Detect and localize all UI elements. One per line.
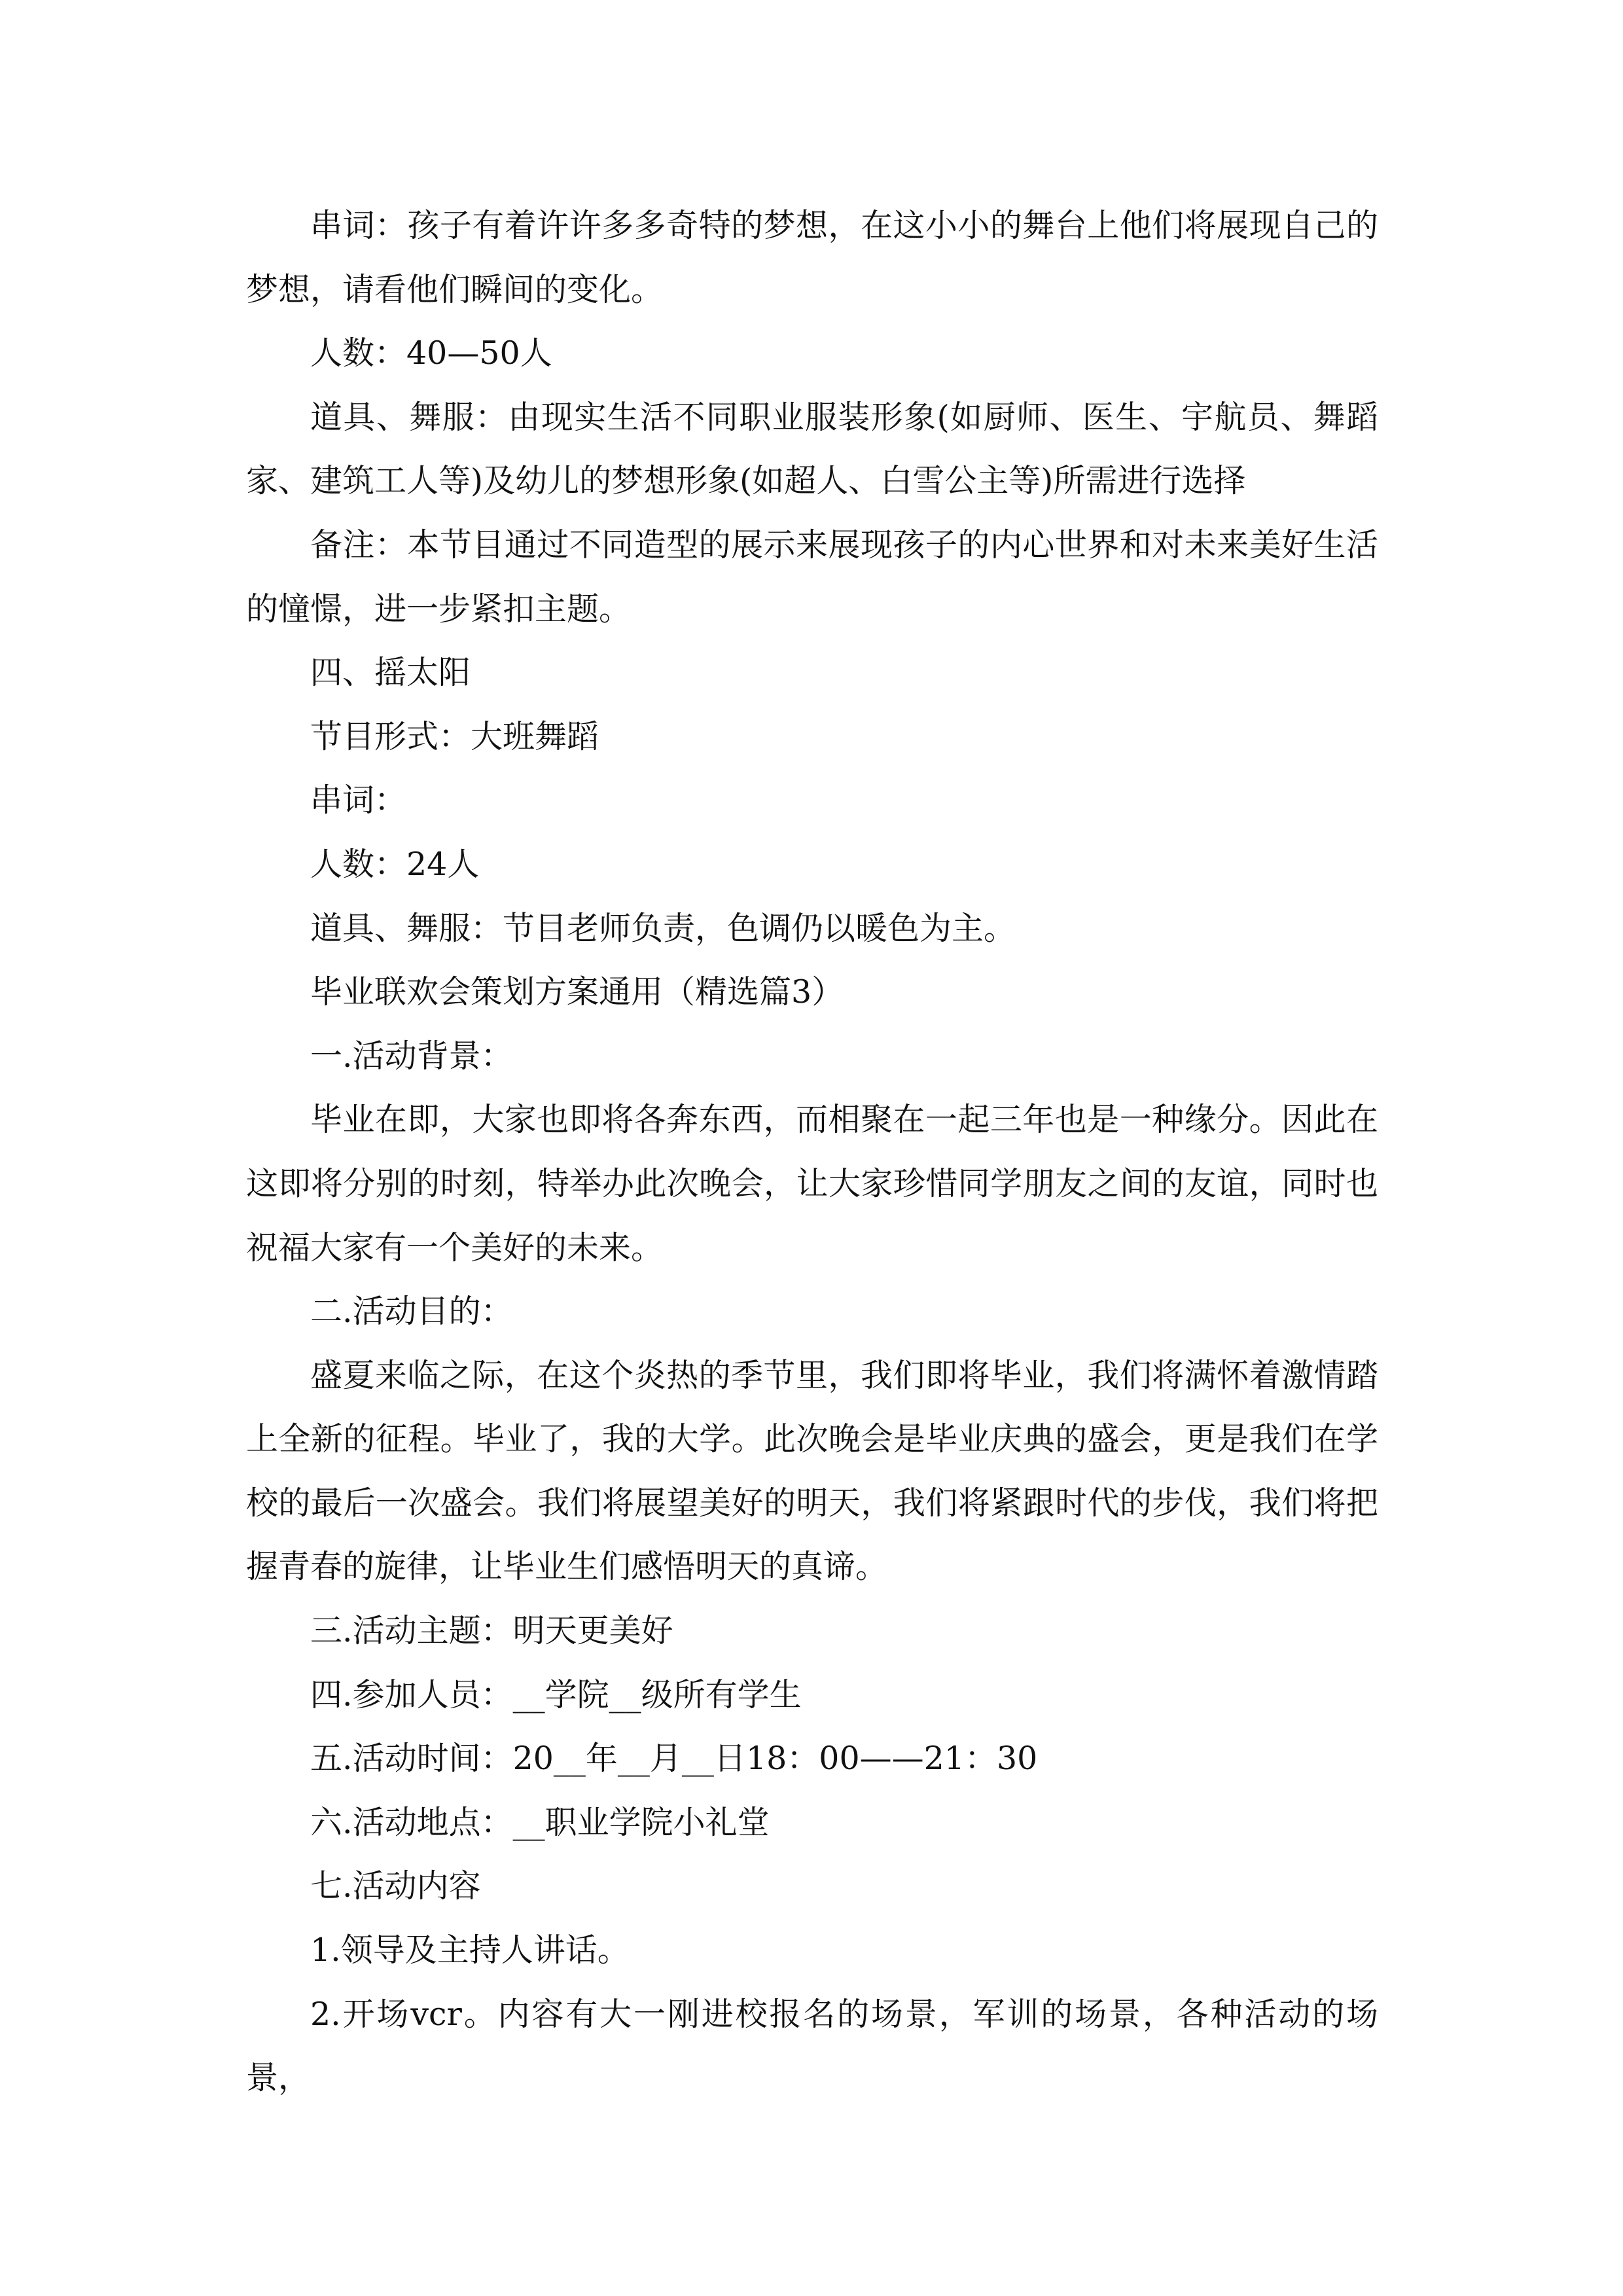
item-theme: 三.活动主题：明天更美好	[310, 1612, 673, 1650]
document-body	[246, 194, 1378, 2110]
heading-background: 一.活动背景：	[310, 1037, 513, 1075]
paragraph-9: 道具、舞服：节目老师负责，色调仍以暖色为主。	[310, 909, 1016, 947]
paragraph-2: 人数：40—50人	[310, 334, 552, 372]
list-item-1: 1.领导及主持人讲话。	[310, 1931, 630, 1969]
item-location: 六.活动地点：__职业学院小礼堂	[310, 1803, 770, 1841]
paragraph-1: 串词：孩子有着许许多多奇特的梦想，在这小小的舞台上他们将展现自己的梦想，请看他们瞬间的变化。	[246, 207, 1378, 308]
paragraph-3: 道具、舞服：由现实生活不同职业服装形象(如厨师、医生、宇航员、舞蹈家、建筑工人等)及幼儿的梦想形象(如超人、白雪公主等)所需进行选择	[246, 398, 1378, 500]
paragraph-8: 人数：24人	[310, 845, 480, 883]
heading-purpose: 二.活动目的：	[310, 1293, 513, 1331]
item-participants: 四.参加人员：__学院__级所有学生	[310, 1676, 802, 1713]
item-time: 五.活动时间：20__年__月__日18：00——21：30	[310, 1740, 1038, 1778]
section-heading-4: 四、摇太阳	[310, 654, 471, 692]
item-content: 七.活动内容	[310, 1867, 481, 1905]
paragraph-7: 串词：	[310, 781, 407, 819]
paragraph-purpose: 盛夏来临之际，在这个炎热的季节里，我们即将毕业，我们将满怀着激情踏上全新的征程。毕业了，我的大学。此次晚会是毕业庆典的盛会，更是我们在学校的最后一次盛会。我们将展望美好的明天，我们将紧跟时代的步伐，我们将把握青春的旋律，让毕业生们感悟明天的真谛。	[246, 1356, 1378, 1586]
list-item-2: 2.开场vcr。内容有大一刚进校报名的场景，军训的场景，各种活动的场景，	[246, 1995, 1378, 2097]
article-title: 毕业联欢会策划方案通用（精选篇3）	[310, 973, 844, 1011]
paragraph-4: 备注：本节目通过不同造型的展示来展现孩子的内心世界和对未来美好生活的憧憬，进一步紧扣主题。	[246, 526, 1378, 628]
paragraph-6: 节目形式：大班舞蹈	[310, 717, 599, 755]
paragraph-background: 毕业在即，大家也即将各奔东西，而相聚在一起三年也是一种缘分。因此在这即将分别的时刻，特举办此次晚会，让大家珍惜同学朋友之间的友谊，同时也祝福大家有一个美好的未来。	[246, 1101, 1378, 1266]
